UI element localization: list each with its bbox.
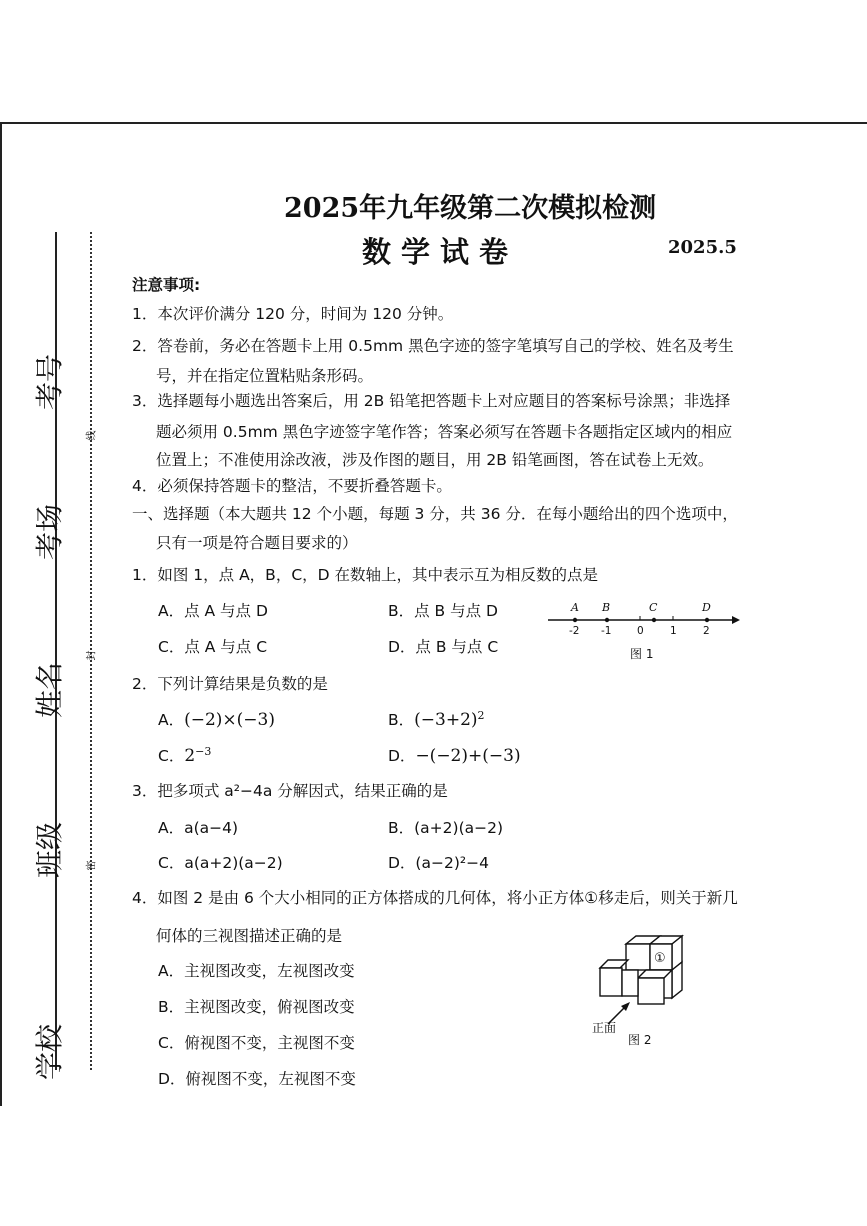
number-line-arrow	[732, 616, 740, 624]
note-line: 1．本次评价满分 120 分，时间为 120 分钟。	[132, 305, 454, 323]
tick-label: -1	[601, 625, 612, 637]
note-line: 2．答卷前，务必在答题卡上用 0.5mm 黑色字迹的签字笔填写自己的学校、姓名及考生	[132, 337, 734, 355]
note-line: 题必须用 0.5mm 黑色字迹签字笔作答；答案必须写在答题卡各题指定区域内的相应	[156, 423, 733, 441]
side-label-banji: 班级	[33, 821, 67, 879]
exponent: −3	[195, 744, 212, 758]
point-a	[573, 618, 577, 622]
note-line: 位置上；不准使用涂改液，涉及作图的题目，用 2B 铅笔画图，答在试卷上无效。	[156, 451, 714, 469]
q2-option-b	[388, 708, 485, 730]
q4-stem-cont: 何体的三视图描述正确的是	[156, 927, 343, 945]
notes-heading: 注意事项:	[132, 276, 201, 294]
option-letter: B．	[388, 711, 415, 729]
option-expression: −(−2)+(−3)	[415, 746, 521, 766]
q4-stem: 4．如图 2 是由 6 个大小相同的正方体搭成的几何体，将小正方体①移走后，则关于新几	[132, 889, 738, 907]
q4-option-a: A．主视图改变，左视图改变	[158, 962, 355, 980]
q2-stem: 2．下列计算结果是负数的是	[132, 675, 328, 693]
cube-figure	[586, 928, 696, 1050]
exam-date: 2025.5	[668, 237, 737, 258]
option-expression: (−3+2)	[414, 710, 478, 730]
point-label-c: C	[649, 601, 658, 614]
note-line: 4．必须保持答题卡的整洁，不要折叠答题卡。	[132, 477, 452, 495]
note-line: 号，并在指定位置粘贴条形码。	[156, 367, 374, 385]
tick-label: 0	[637, 625, 644, 637]
side-label-kaohao: 考号	[33, 353, 67, 411]
option-expression: 2	[184, 746, 196, 766]
point-b	[605, 618, 609, 622]
q3-option-a: A．a(a−4)	[158, 819, 239, 837]
section-heading: 一、选择题（本大题共 12 个小题，每题 3 分，共 36 分．在每小题给出的四个选项中，	[132, 505, 738, 523]
side-label-kaochang: 考场	[33, 503, 67, 561]
section-heading-cont: 只有一项是符合题目要求的）	[156, 534, 358, 552]
q2-option-d	[388, 744, 521, 766]
front-view-label: 正面	[592, 1021, 617, 1035]
q3-option-c: C．a(a+2)(a−2)	[158, 854, 283, 872]
point-label-a: A	[571, 601, 579, 614]
option-expression: (−2)×(−3)	[184, 710, 276, 730]
figure-caption: 图 2	[628, 1033, 652, 1047]
side-label-xingming: 姓名	[33, 661, 67, 719]
q4-option-d: D．俯视图不变，左视图不变	[158, 1070, 356, 1088]
number-line-figure	[540, 596, 750, 666]
side-label-xuexiao: 学校	[33, 1023, 67, 1081]
q3-option-b: B．(a+2)(a−2)	[388, 819, 504, 837]
option-letter: D．	[388, 747, 416, 765]
figure-caption: 图 1	[630, 647, 654, 661]
seal-mark-xian: 线	[86, 430, 98, 441]
note-line: 3．选择题每小题选出答案后，用 2B 铅笔把答题卡上对应题目的答案标号涂黑；非选择	[132, 392, 731, 410]
cube-label: ①	[654, 951, 666, 966]
q2-option-c	[158, 744, 211, 766]
tick-label: 2	[703, 625, 710, 637]
q3-stem: 3．把多项式 a²−4a 分解因式，结果正确的是	[132, 782, 448, 800]
option-letter: C．	[158, 747, 185, 765]
q1-stem: 1．如图 1，点 A，B，C，D 在数轴上，其中表示互为相反数的点是	[132, 566, 599, 584]
tick-label: 1	[670, 625, 677, 637]
exponent: 2	[477, 708, 485, 722]
point-label-b: B	[602, 601, 611, 614]
q1-option-d: D．点 B 与点 C	[388, 638, 499, 656]
q3-option-d: D．(a−2)²−4	[388, 854, 489, 872]
option-letter: A．	[158, 711, 185, 729]
exam-title: 2025年九年级第二次模拟检测	[284, 193, 657, 224]
tick-label: -2	[569, 625, 580, 637]
point-d	[705, 618, 709, 622]
seal-mark-mi: 密	[86, 860, 98, 871]
q1-option-b: B．点 B 与点 D	[388, 602, 498, 620]
point-c	[652, 618, 656, 622]
exam-subtitle: 数学试卷	[362, 235, 519, 269]
q1-option-c: C．点 A 与点 C	[158, 638, 268, 656]
q2-option-a	[158, 708, 275, 730]
q4-option-b: B．主视图改变，俯视图改变	[158, 998, 355, 1016]
seal-mark-feng: 封	[86, 650, 98, 661]
point-label-d: D	[702, 601, 711, 614]
q4-option-c: C．俯视图不变，主视图不变	[158, 1034, 355, 1052]
q1-option-a: A．点 A 与点 D	[158, 602, 268, 620]
